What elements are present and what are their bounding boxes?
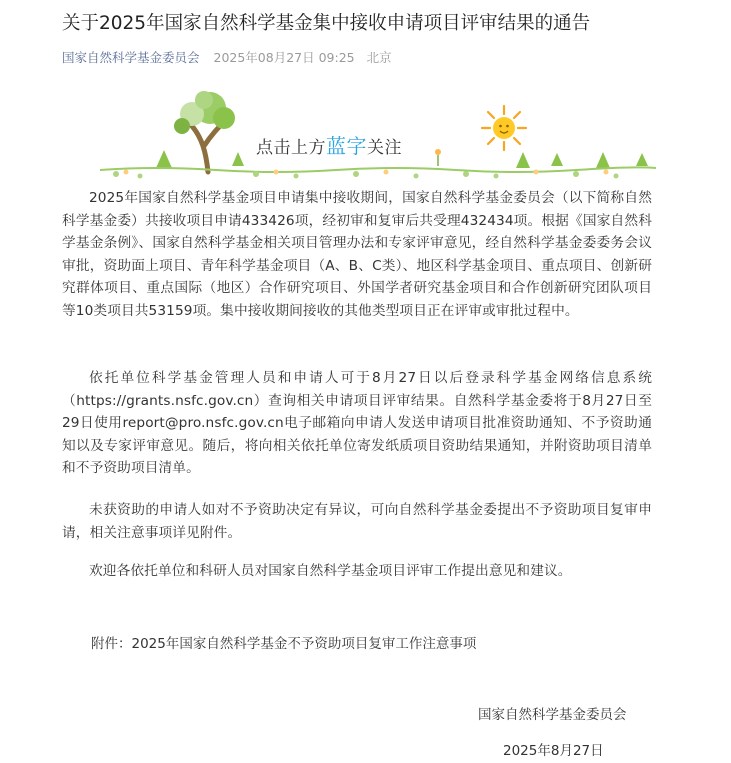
article-title: 关于2025年国家自然科学基金集中接收申请项目评审结果的通告 (62, 13, 591, 34)
article-meta (62, 48, 392, 66)
paragraph-4: 欢迎各依托单位和科研人员对国家自然科学基金项目评审工作提出意见和建议。 (89, 563, 572, 579)
paragraph-3: 未获资助的申请人如对不予资助决定有异议，可向自然科学基金委提出不予资助项目复审申请，相关注意事项详见附件。 (62, 502, 652, 541)
follow-prompt[interactable] (256, 130, 402, 159)
paragraph-1: 2025年国家自然科学基金项目申请集中接收期间，国家自然科学基金委员会（以下简称自然科学基金委）共接收项目申请433426项，经初审和复审后共受理432434项。根据《国家自然科学基金条例》、国家自然科学基金相关项目管理办法和专家评审意见，经自然科学基金委委务会议审批，资助面上项目、青年科学基金项目（A、B、C类）、地区科学基金项目、重点项目、创新研究群体项目、重点国际（地区）合作研究项目、外国学者研究基金项目和合作创新研究团队项目等10类项目共53159项。集中接收期间接收的其他类型项目正在评审或审批过程中。 (62, 190, 652, 319)
account-name-link[interactable]: 国家自然科学基金委员会 (62, 50, 200, 65)
sun-icon (482, 106, 526, 150)
signature-organization: 国家自然科学基金委员会 (478, 707, 627, 723)
flower-icon (435, 149, 441, 166)
follow-suffix: 关注 (367, 138, 402, 158)
publish-datetime: 2025年08月27日 09:25 (213, 50, 355, 65)
signature-date: 2025年8月27日 (503, 743, 604, 759)
follow-banner (96, 88, 656, 188)
follow-prefix: 点击上方 (256, 138, 326, 158)
publish-location: 北京 (366, 50, 392, 65)
attachment-note: 附件：2025年国家自然科学基金不予资助项目复审工作注意事项 (91, 636, 477, 652)
paragraph-2: 依托单位科学基金管理人员和申请人可于8月27日以后登录科学基金网络信息系统（https://grants.nsfc.gov.cn）查询相关申请项目评审结果。自然科学基金委将于8月27日至29日使用report@pro.nsfc.gov.cn电子邮箱向申请人发送申请项目批准资助通知、不予资助通知以及专家评审意见。随后，将向相关依托单位寄发纸质项目资助结果通知，并附资助项目清单和不予资助项目清单。 (62, 370, 652, 477)
follow-highlight: 蓝字 (326, 134, 367, 158)
